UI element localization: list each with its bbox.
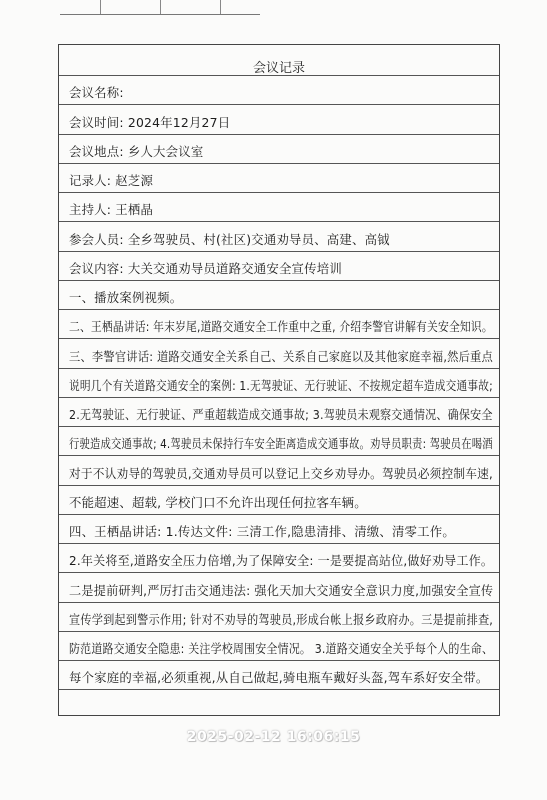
fragment-tick bbox=[160, 0, 161, 14]
record-line: 参会人员: 全乡驾驶员、村(社区)交通劝导员、高建、高钺 bbox=[69, 231, 390, 247]
record-line: 说明几个有关道路交通安全的案例: 1.无驾驶证、无行驶证、不按规定超车造成交通事故; bbox=[69, 377, 493, 393]
record-line: 主持人: 王栖晶 bbox=[69, 202, 154, 218]
record-line: 二是提前研判,严厉打击交通违法: 强化天加大交通安全意识力度,加强安全宣传 bbox=[69, 582, 494, 598]
ruled-line bbox=[59, 485, 499, 486]
ruled-line bbox=[59, 221, 499, 222]
record-line: 2.无驾驶证、无行驶证、严重超载造成交通事故; 3.驾驶员未观察交通情况、确保安全 bbox=[69, 407, 493, 422]
ruled-line bbox=[59, 660, 499, 661]
ruled-line bbox=[59, 631, 499, 632]
record-line: 行驶造成交通事故; 4.驾驶员未保持行车安全距离造成交通事故。劝导员职责: 驾驶员在喝酒 bbox=[69, 436, 493, 452]
ruled-line bbox=[59, 163, 499, 164]
fragment-tick bbox=[100, 0, 101, 14]
timestamp-watermark: 2025-02-12 16:06:15 bbox=[186, 729, 361, 745]
record-line: 会议时间: 2024年12月27日 bbox=[69, 114, 231, 130]
meeting-record-sheet bbox=[58, 44, 500, 716]
ruled-line bbox=[59, 309, 499, 310]
ruled-line bbox=[59, 368, 499, 369]
record-line: 二、王栖晶讲话: 年末岁尾,道路交通安全工作重中之重, 介绍李警官讲解有关安全知识。 bbox=[69, 319, 493, 335]
ruled-line bbox=[59, 602, 499, 603]
previous-page-fragment bbox=[60, 0, 260, 15]
fragment-tick bbox=[220, 0, 221, 14]
ruled-line bbox=[59, 426, 499, 427]
record-line: 会议地点: 乡人大会议室 bbox=[69, 143, 204, 159]
record-line: 宣传学到起到警示作用; 针对不劝导的驾驶员,形成台帐上报乡政府办。三是提前排查, bbox=[69, 611, 494, 627]
ruled-line bbox=[59, 455, 499, 456]
record-line: 会议名称: bbox=[69, 85, 124, 101]
ruled-line bbox=[59, 543, 499, 544]
ruled-line bbox=[59, 514, 499, 515]
ruled-line bbox=[59, 280, 499, 281]
record-line: 每个家庭的幸福,必须重视,从自己做起,骑电瓶车戴好头盔,驾车系好安全带。 bbox=[69, 670, 489, 686]
ruled-line bbox=[59, 689, 499, 690]
record-line: 不能超速、超载, 学校门口不允许出现任何拉客车辆。 bbox=[69, 494, 367, 510]
record-line: 2.年关将至,道路安全压力倍增,为了保障安全: 一是要提高站位,做好劝导工作。 bbox=[69, 553, 494, 569]
ruled-line bbox=[59, 192, 499, 193]
record-line: 对于不认劝导的驾驶员,交通劝导员可以登记上交乡劝导办。驾驶员必须控制车速, bbox=[69, 465, 493, 481]
ruled-line bbox=[59, 397, 499, 398]
ruled-line bbox=[59, 104, 499, 105]
record-line: 会议内容: 大关交通劝导员道路交通安全宣传培训 bbox=[69, 260, 342, 276]
ruled-line bbox=[59, 338, 499, 339]
ruled-line bbox=[59, 75, 499, 76]
record-line: 三、李警官讲话: 道路交通安全关系自己、关系自己家庭以及其他家庭幸福,然后重点 bbox=[69, 348, 493, 364]
record-line: 四、王栖晶讲话: 1.传达文件: 三清工作,隐患清排、清缴、清零工作。 bbox=[69, 524, 455, 539]
document-title: 会议记录 bbox=[252, 61, 305, 76]
record-line: 防范道路交通安全隐患: 关注学校周围安全情况。 3.道路交通安全关乎每个人的生命、 bbox=[69, 641, 494, 656]
ruled-line bbox=[59, 572, 499, 573]
ruled-line bbox=[59, 134, 499, 135]
ruled-line bbox=[59, 251, 499, 252]
record-line: 记录人: 赵芝源 bbox=[69, 173, 154, 188]
record-line: 一、播放案例视频。 bbox=[69, 290, 183, 305]
